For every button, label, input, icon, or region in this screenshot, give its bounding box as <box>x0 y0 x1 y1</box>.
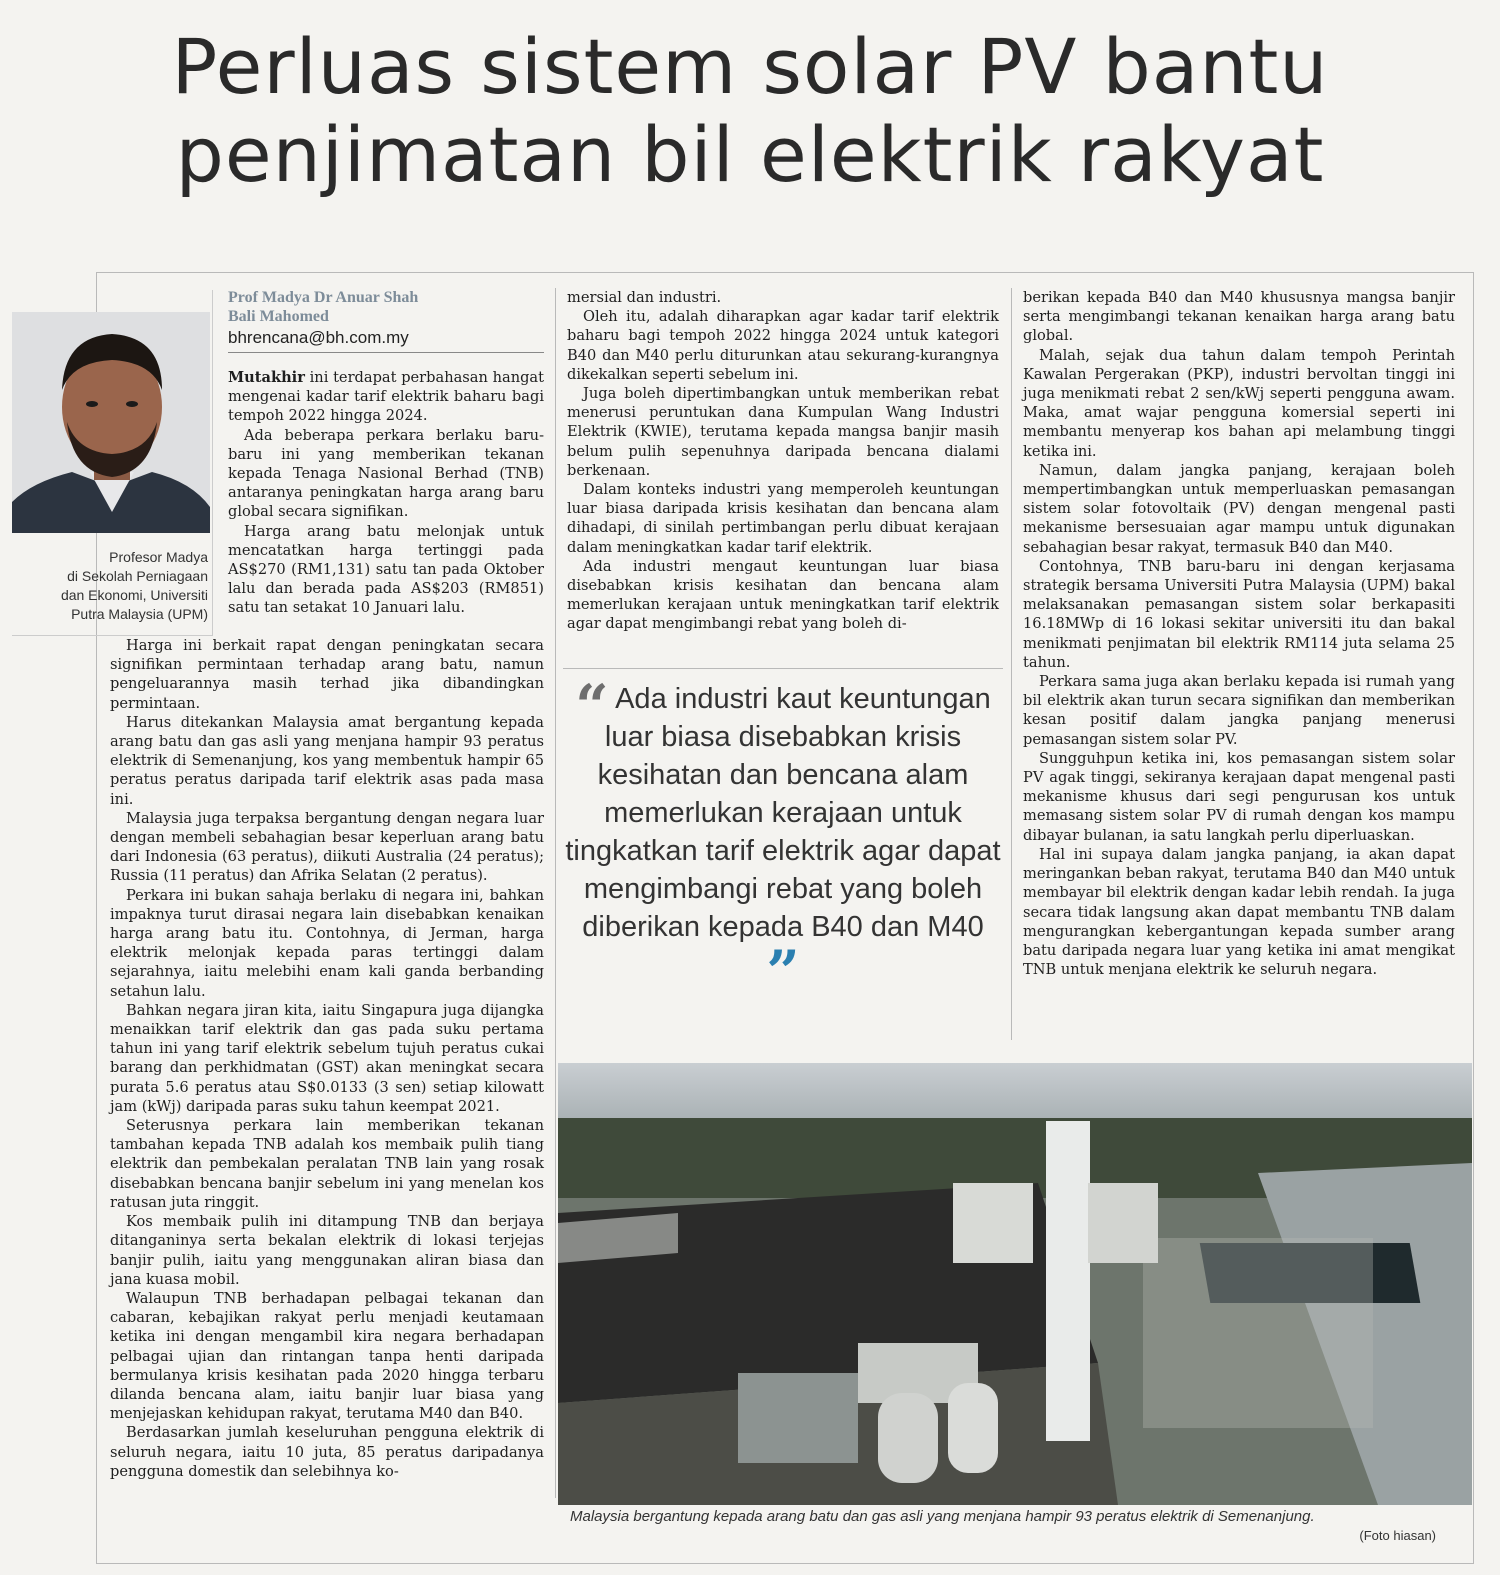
author-name-line-2: Bali Mahomed <box>228 308 329 325</box>
column-divider <box>1011 288 1012 1040</box>
author-name-line-1: Prof Madya Dr Anuar Shah <box>228 289 419 306</box>
pull-quote <box>563 672 1003 1050</box>
paragraph: Oleh itu, adalah diharapkan agar kadar tarif elektrik baharu bagi tempoh 2022 hingga 2024 untuk kategori B40 dan M40 perlu diturunkan atau sekurang-kurangnya dikekalkan seperti sebelum ini. <box>567 308 999 383</box>
paragraph: Contohnya, TNB baru-baru ini dengan kerjasama strategik bersama Universiti Putra Malaysia (UPM) bakal melaksanakan pemasangan sistem solar berkapasiti 16.18MWp di 16 lokasi sekitar universiti itu dan bakal menikmati penjimatan bil elektrik RM114 juta selama 25 tahun. <box>1023 557 1455 671</box>
paragraph: Berdasarkan jumlah keseluruhan pengguna elektrik di seluruh negara, iaitu 10 juta, 85 peratus daripadanya pengguna domestik dan selebihnya ko- <box>110 1424 544 1480</box>
close-quote-icon: ” <box>766 938 800 1006</box>
paragraph: Hal ini supaya dalam jangka panjang, ia akan dapat meringankan beban rakyat, terutama B40 dan M40 untuk membayar bil elektrik dengan kadar lebih rendah. Ia juga secara tidak langsung akan dapat membantu TNB dalam mengurangkan kebergantungan kepada sumber arang batu daripada negara luar yang ketika ini amat mengikat TNB untuk menjana elektrik ke seluruh negara. <box>1023 845 1455 979</box>
author-email-link[interactable]: bhrencana@bh.com.my <box>228 328 409 347</box>
paragraph: Harus ditekankan Malaysia amat bergantung kepada arang batu dan gas asli yang menjana hampir 93 peratus elektrik di Semenanjung, kos yang membentuk hampir 65 peratus peratus daripada tarif elektrik asas pada masa ini. <box>110 713 544 808</box>
author-caption-line: dan Ekonomi, Universiti <box>60 587 208 603</box>
author-caption-line: Putra Malaysia (UPM) <box>71 606 208 622</box>
paragraph: Harga ini berkait rapat dengan peningkatan secara signifikan permintaan terhadap arang batu, namun pengeluarannya masih terhad jika dibandingkan permintaan. <box>110 637 544 712</box>
headline-line-1: Perluas sistem solar PV bantu <box>171 22 1329 111</box>
paragraph: Perkara sama juga akan berlaku kepada isi rumah yang bil elektrik akan turun secara signifikan dan memberikan kesan positif dalam jangka panjang menerusi pemasangan sistem solar PV. <box>1023 673 1455 748</box>
paragraph: Bahkan negara jiran kita, iaitu Singapura juga dijangka menaikkan tarif elektrik dan gas pada suku pertama tahun ini yang tarif elektrik sebelum tujuh peratus cukai barang dan perkhidmatan (GST) akan meningkat secara purata 5.6 peratus atau S$0.0133 (3 sen) setiap kilowatt jam (kWj) daripada paras suku tahun keempat 2021. <box>110 1001 544 1115</box>
paragraph: Kos membaik pulih ini ditampung TNB dan berjaya ditanganinya serta bekalan elektrik di lokasi terjejas banjir pulih, iaitu yang menggunakan aliran biasa dan jana kuasa mobil. <box>110 1213 544 1288</box>
column-2 <box>567 288 999 634</box>
paragraph-text: ini terdapat perbahasan hangat mengenai kadar tarif elektrik baharu bagi tempoh 2022 hingga 2024. <box>228 369 544 425</box>
headline-line-2: penjimatan bil elektrik rakyat <box>175 110 1325 199</box>
paragraph: berikan kepada B40 dan M40 khususnya mangsa banjir serta mengimbangi tekanan kenaikan harga arang batu global. <box>1023 289 1455 345</box>
column-3 <box>1023 288 1455 979</box>
byline-divider <box>228 352 544 353</box>
paragraph: Walaupun TNB berhadapan pelbagai tekanan dan cabaran, kebajikan rakyat perlu menjadi keutamaan ketika ini dengan mengambil kira negara berhadapan pelbagai ujian dan rintangan tanpa henti daripada bermulanya krisis kesihatan pada 2020 hingga terbaru dilanda bencana alam, iaitu banjir luar biasa yang menjejaskan kehidupan rakyat, terutama M40 dan B40. <box>110 1289 544 1423</box>
paragraph: Seterusnya perkara lain memberikan tekanan tambahan kepada TNB adalah kos membaik pulih tiang elektrik dan pembekalan peralatan TNB lain yang rosak disebabkan bencana banjir sebelum ini yang menelan kos ratusan juta ringgit. <box>110 1117 544 1211</box>
paragraph: Dalam konteks industri yang memperoleh keuntungan luar biasa daripada krisis kesihatan dan bencana alam dihadapi, di sinilah pertimbangan perlu dibuat kerajaan dalam meningkatkan kadar tarif elektrik. <box>567 481 999 556</box>
author-photo <box>12 312 210 533</box>
paragraph: Malaysia juga terpaksa bergantung dengan negara luar dengan membeli sebahagian besar keperluan arang batu dari Indonesia (63 peratus), diikuti Australia (24 peratus); Russia (11 peratus) dan Afrika Selatan (2 peratus). <box>110 809 544 885</box>
paragraph: Namun, dalam jangka panjang, kerajaan boleh mempertimbangkan untuk memperluaskan pemasangan sistem solar fotovoltaik (PV) dengan mengenal pasti mekanisme bersesuaian agar mampu untuk digunakan sebahagian besar rakyat, termasuk B40 dan M40. <box>1023 461 1455 556</box>
column-1-bottom <box>110 636 544 1481</box>
quote-top-rule <box>563 668 1003 669</box>
photo-credit: (Foto hiasan) <box>1359 1528 1436 1543</box>
column-divider <box>555 288 556 1498</box>
photo-caption: Malaysia bergantung kepada arang batu dan gas asli yang menjana hampir 93 peratus elektrik di Semenanjung. <box>570 1508 1315 1525</box>
author-caption-line: di Sekolah Perniagaan <box>67 568 208 584</box>
author-portrait-image <box>12 312 210 533</box>
paragraph: mersial dan industri. <box>567 289 722 306</box>
paragraph: Ada industri mengaut keuntungan luar biasa disebabkan krisis kesihatan dan bencana alam memerlukan kerajaan untuk meningkatkan tarif elektrik agar dapat mengimbangi rebat yang boleh di- <box>567 557 999 633</box>
author-caption-line: Profesor Madya <box>109 549 208 565</box>
power-plant-photo <box>558 1063 1472 1505</box>
paragraph: Sungguhpun ketika ini, kos pemasangan sistem solar PV agak tinggi, sekiranya kerajaan dapat mengenal pasti mekanisme khusus dari segi pengurusan kos untuk memasang sistem solar PV di rumah dengan kos mampu dibayar bulanan, ia satu langkah perlu diperluaskan. <box>1023 749 1455 844</box>
pull-quote-text: Ada industri kaut keuntungan luar biasa disebabkan krisis kesihatan dan bencana alam memerlukan kerajaan untuk tingkatkan tarif elektrik agar dapat mengimbangi rebat yang boleh diberikan kepada B40 dan M40 <box>565 683 1001 943</box>
paragraph: Malah, sejak dua tahun dalam tempoh Perintah Kawalan Pergerakan (PKP), industri bervoltan tinggi ini juga menikmati rebat 2 sen/kWj seperti pengguna awam. Maka, amat wajar pengguna komersial seperti ini membantu menyerap kos bahan api melambung tinggi ketika ini. <box>1023 346 1455 460</box>
paragraph: Harga arang batu melonjak untuk mencatatkan harga tertinggi pada AS$270 (RM1,131) satu tan pada Oktober lalu dan berada pada AS$203 (RM851) satu tan setakat 10 Januari lalu. <box>228 522 544 617</box>
byline <box>228 288 548 348</box>
open-quote-icon: “ <box>575 672 609 740</box>
lead-word: Mutakhir <box>228 369 305 386</box>
power-plant-image <box>558 1063 1472 1505</box>
paragraph: Juga boleh dipertimbangkan untuk memberikan rebat menerusi peruntukan dana Kumpulan Wang Industri Elektrik (KWIE), terutama kepada mangsa banjir masih belum pulih sepenuhnya daripada bencana dialami berkenaan. <box>567 385 999 479</box>
column-1-top <box>228 368 544 618</box>
author-caption <box>14 548 208 624</box>
paragraph <box>228 368 544 426</box>
paragraph: Ada beberapa perkara berlaku baru-baru ini yang memberikan tekanan kepada Tenaga Nasional Berhad (TNB) antaranya peningkatan harga arang baru global secara signifikan. <box>228 426 544 521</box>
paragraph: Perkara ini bukan sahaja berlaku di negara ini, bahkan impaknya turut dirasai negara lain disebabkan kenaikan harga arang batu itu. Contohnya, di Jerman, harga elektrik melonjak kepada paras tertinggi dalam sejarahnya, iaitu melebihi enam kali ganda berbanding setahun lalu. <box>110 886 544 1000</box>
